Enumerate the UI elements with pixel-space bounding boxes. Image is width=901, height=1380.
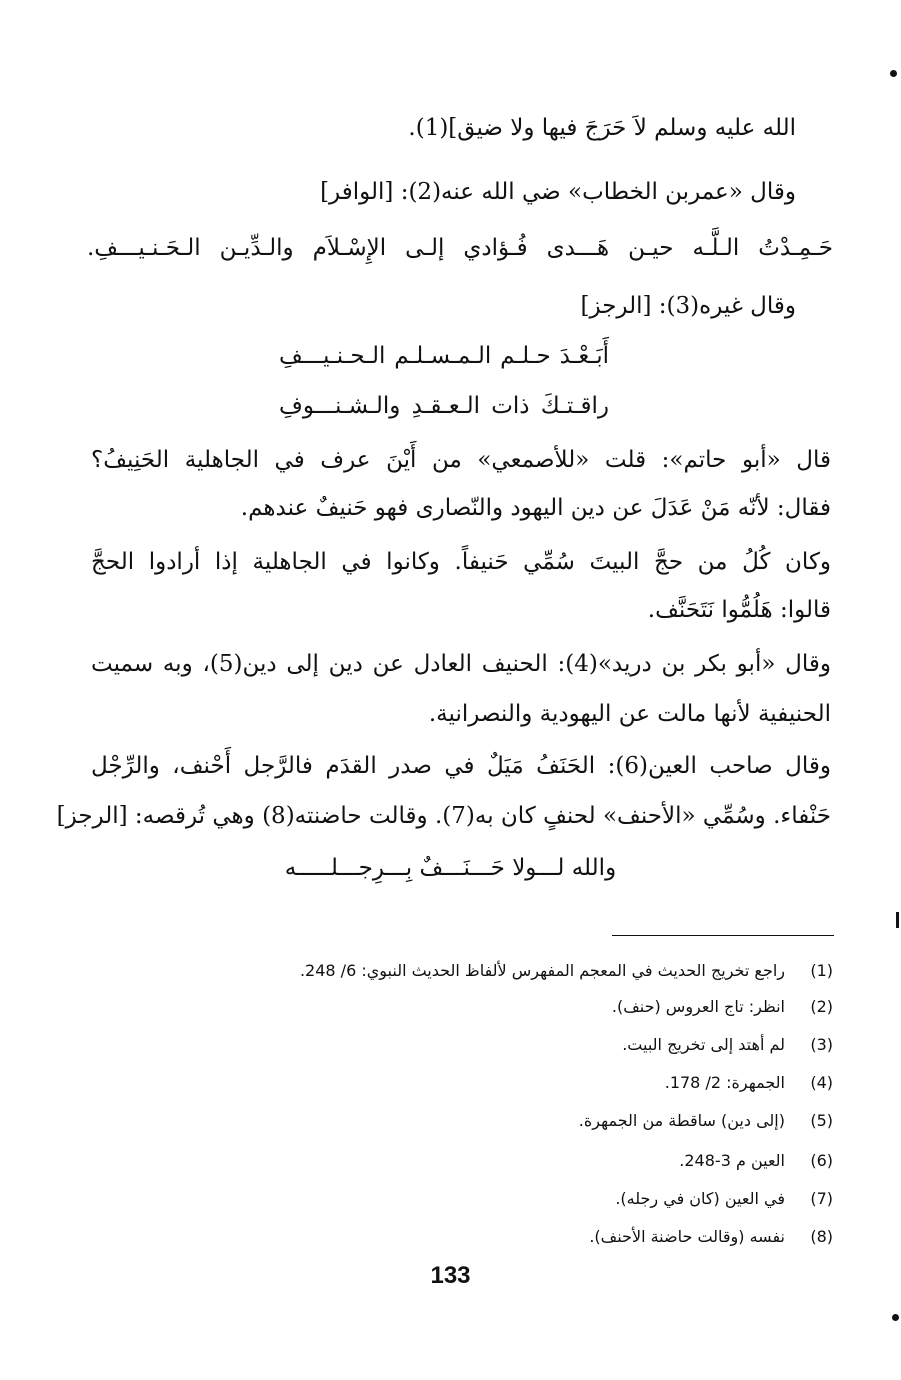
footnote-1 [153,960,833,982]
footnote-number: (5) [810,1111,833,1130]
page-number: 133 [430,1262,471,1289]
body-line-6: وكان كُلُ من حجَّ البيتَ سُمِّي حَنيفاً. وكانوا في الجاهلية إذا أرادوا الحجَّ [91,549,831,575]
footnote-number: (2) [810,997,833,1016]
body-line-3: وقال غيره(3): [الرجز] [580,293,796,319]
footnote-7 [153,1188,833,1210]
footnote-5 [153,1110,833,1132]
body-line-4: قال «أبو حاتم»: قلت «للأصمعي» من أَيْنَ عرف في الجاهلية الحَنِيفُ؟ [91,447,831,473]
footnote-text: في العين (كان في رجله). [615,1189,785,1208]
footnote-text: (إلى دين) ساقطة من الجمهرة. [578,1111,785,1130]
footnote-8 [153,1226,833,1248]
verse-line-1: حَـمِـدْتُ الـلَّـه حيـن هَـــدى فُـؤادي إلـى الإِسْـلاَم والـدِّيـن الـحَـنـيـــفِ. [87,235,833,261]
footnote-number: (7) [810,1189,833,1208]
body-line-10: وقال صاحب العين(6): الحَنَفُ مَيَلٌ في صدر القدَم فالرَّجل أَحْنف، والرِّجْل [91,753,831,779]
verse-line-2: أَبَـعْـدَ حـلـم الـمـسـلـم الـحـنـيـــفِ [279,343,609,369]
footnote-text: لم أهتد إلى تخريج البيت. [622,1035,785,1054]
scan-mark [892,1314,899,1321]
footnote-separator [612,935,834,936]
footnote-text: انظر: تاج العروس (حنف). [611,997,785,1016]
footnote-number: (6) [810,1151,833,1170]
footnote-2 [153,996,833,1018]
body-line-9: الحنيفية لأنها مالت عن اليهودية والنصرانية. [428,701,831,727]
scan-mark [896,912,899,928]
footnote-number: (8) [810,1227,833,1246]
footnote-text: الجمهرة: 2/ 178. [664,1073,785,1092]
footnote-text: راجع تخريج الحديث في المعجم المفهرس لألفاظ الحديث النبوي: 6/ 248. [299,961,785,980]
body-line-11: حَنْفاء. وسُمِّي «الأحنف» لحنفٍ كان به(7). وقالت حاضنته(8) وهي تُرقصه: [الرجز] [56,803,831,829]
footnote-number: (1) [810,961,833,980]
footnote-text: نفسه (وقالت حاضنة الأحنف). [589,1227,785,1246]
footnote-3 [153,1034,833,1056]
scan-mark [890,70,897,77]
body-line-5: فقال: لأنّه مَنْ عَدَلَ عن دين اليهود والنّصارى فهو حَنيفٌ عندهم. [240,495,831,521]
body-line-8: وقال «أبو بكر بن دريد»(4): الحنيف العادل عن دين إلى دين(5)، وبه سميت [91,651,831,677]
footnote-number: (4) [810,1073,833,1092]
body-line-7: قالوا: هَلُمُّوا نَتَحَنَّف. [647,597,831,623]
verse-line-3: راقـتـكَ ذات الـعـقـدِ والـشـنـــوفِ [279,393,609,419]
footnote-4 [153,1072,833,1094]
footnote-text: العين م 3-248. [679,1151,785,1170]
body-line-2: وقال «عمربن الخطاب» ضي الله عنه(2): [الوافر] [320,179,796,205]
verse-line-4: والله لـــولا حَـــنَـــفٌ بِـــرِجـــلـــــه [284,855,617,881]
footnote-6 [153,1150,833,1172]
footnote-number: (3) [810,1035,833,1054]
body-line-1: الله عليه وسلم لاَ حَرَجَ فيها ولا ضيق](1). [408,115,796,141]
